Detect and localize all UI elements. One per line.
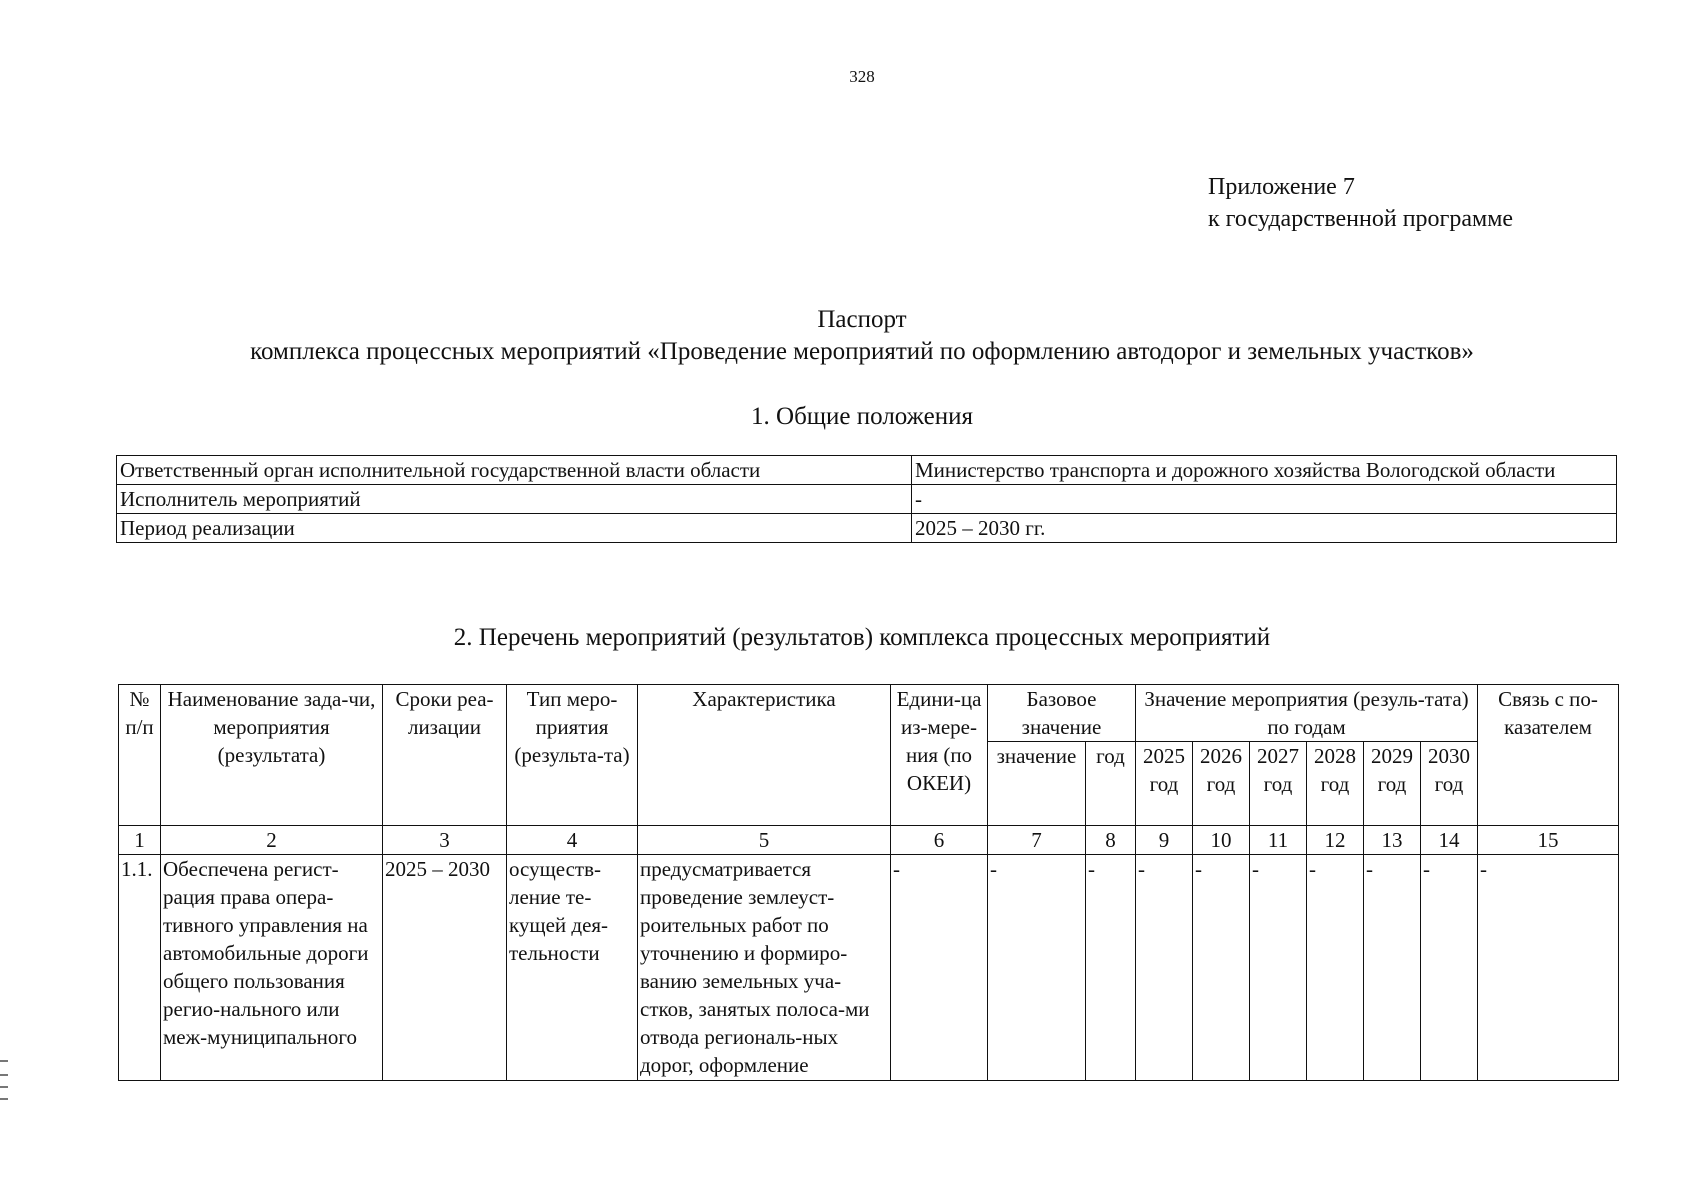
margin-marks <box>0 1060 8 1100</box>
column-number: 3 <box>383 826 507 855</box>
general-provisions-table <box>116 455 1617 543</box>
header-num: № п/п <box>119 685 161 826</box>
cell-unit: - <box>891 855 988 1081</box>
header-base-year: год <box>1086 742 1136 826</box>
cell-2025: - <box>1136 855 1193 1081</box>
cell-base-year: - <box>1086 855 1136 1081</box>
column-number: 6 <box>891 826 988 855</box>
header-unit: Едини-ца из-мере-ния (по ОКЕИ) <box>891 685 988 826</box>
column-number: 5 <box>638 826 891 855</box>
general-label: Ответственный орган исполнительной государственной власти области <box>117 456 912 485</box>
column-number: 11 <box>1250 826 1307 855</box>
cell-link: - <box>1478 855 1619 1081</box>
cell-type: осуществ-ление те-кущей дея-тельности <box>507 855 638 1081</box>
header-year: 2026 год <box>1193 742 1250 826</box>
appendix-note <box>1208 171 1513 235</box>
general-label: Период реализации <box>117 514 912 543</box>
general-value: - <box>912 485 1617 514</box>
measures-table <box>118 684 1619 1081</box>
general-value: 2025 – 2030 гг. <box>912 514 1617 543</box>
cell-characteristic: предусматривается проведение землеуст-роительных работ по уточнению и формиро-ванию земельных уча-стков, занятых полоса-ми отвода региональ-ных дорог, оформление <box>638 855 891 1081</box>
general-row <box>117 456 1617 485</box>
header-base-value: значение <box>988 742 1086 826</box>
column-number: 9 <box>1136 826 1193 855</box>
general-label: Исполнитель мероприятий <box>117 485 912 514</box>
page-number: 328 <box>849 67 875 86</box>
document-title <box>0 304 1697 368</box>
cell-2028: - <box>1307 855 1364 1081</box>
cell-base-value: - <box>988 855 1086 1081</box>
column-number: 8 <box>1086 826 1136 855</box>
general-row <box>117 485 1617 514</box>
cell-terms: 2025 – 2030 <box>383 855 507 1081</box>
general-value: Министерство транспорта и дорожного хозяйства Вологодской области <box>912 456 1617 485</box>
header-year: 2029 год <box>1364 742 1421 826</box>
column-number: 13 <box>1364 826 1421 855</box>
header-values-by-year: Значение мероприятия (резуль-тата) по годам <box>1136 685 1478 742</box>
header-link: Связь с по-казателем <box>1478 685 1619 826</box>
column-number-row <box>119 826 1619 855</box>
column-number: 15 <box>1478 826 1619 855</box>
column-number: 1 <box>119 826 161 855</box>
header-characteristic: Характеристика <box>638 685 891 826</box>
column-number: 4 <box>507 826 638 855</box>
header-year: 2025 год <box>1136 742 1193 826</box>
header-name: Наименование зада-чи, мероприятия (результата) <box>161 685 383 826</box>
general-row <box>117 514 1617 543</box>
header-terms: Сроки реа-лизации <box>383 685 507 826</box>
title-line-2: комплекса процессных мероприятий «Проведение мероприятий по оформлению автодорог и земельных участков» <box>250 338 1474 365</box>
appendix-line-1: Приложение 7 <box>1208 174 1355 200</box>
cell-name: Обеспечена регист-рация права опера-тивного управления на автомобильные дороги общего пользования регио-нального или меж-муниципального <box>161 855 383 1081</box>
column-number: 7 <box>988 826 1086 855</box>
cell-2026: - <box>1193 855 1250 1081</box>
column-number: 10 <box>1193 826 1250 855</box>
column-number: 14 <box>1421 826 1478 855</box>
cell-num: 1.1. <box>119 855 161 1081</box>
appendix-line-2: к государственной программе <box>1208 206 1514 232</box>
table-row <box>119 855 1619 1081</box>
header-year: 2028 год <box>1307 742 1364 826</box>
header-row <box>119 685 1619 742</box>
section-1-heading: 1. Общие положения <box>751 403 973 430</box>
cell-2030: - <box>1421 855 1478 1081</box>
column-number: 2 <box>161 826 383 855</box>
title-line-1: Паспорт <box>817 306 907 333</box>
column-number: 12 <box>1307 826 1364 855</box>
header-year: 2030 год <box>1421 742 1478 826</box>
header-year: 2027 год <box>1250 742 1307 826</box>
cell-2029: - <box>1364 855 1421 1081</box>
header-type: Тип меро-приятия (результа-та) <box>507 685 638 826</box>
section-2-heading: 2. Перечень мероприятий (результатов) комплекса процессных мероприятий <box>453 624 1271 651</box>
header-base: Базовое значение <box>988 685 1136 742</box>
cell-2027: - <box>1250 855 1307 1081</box>
